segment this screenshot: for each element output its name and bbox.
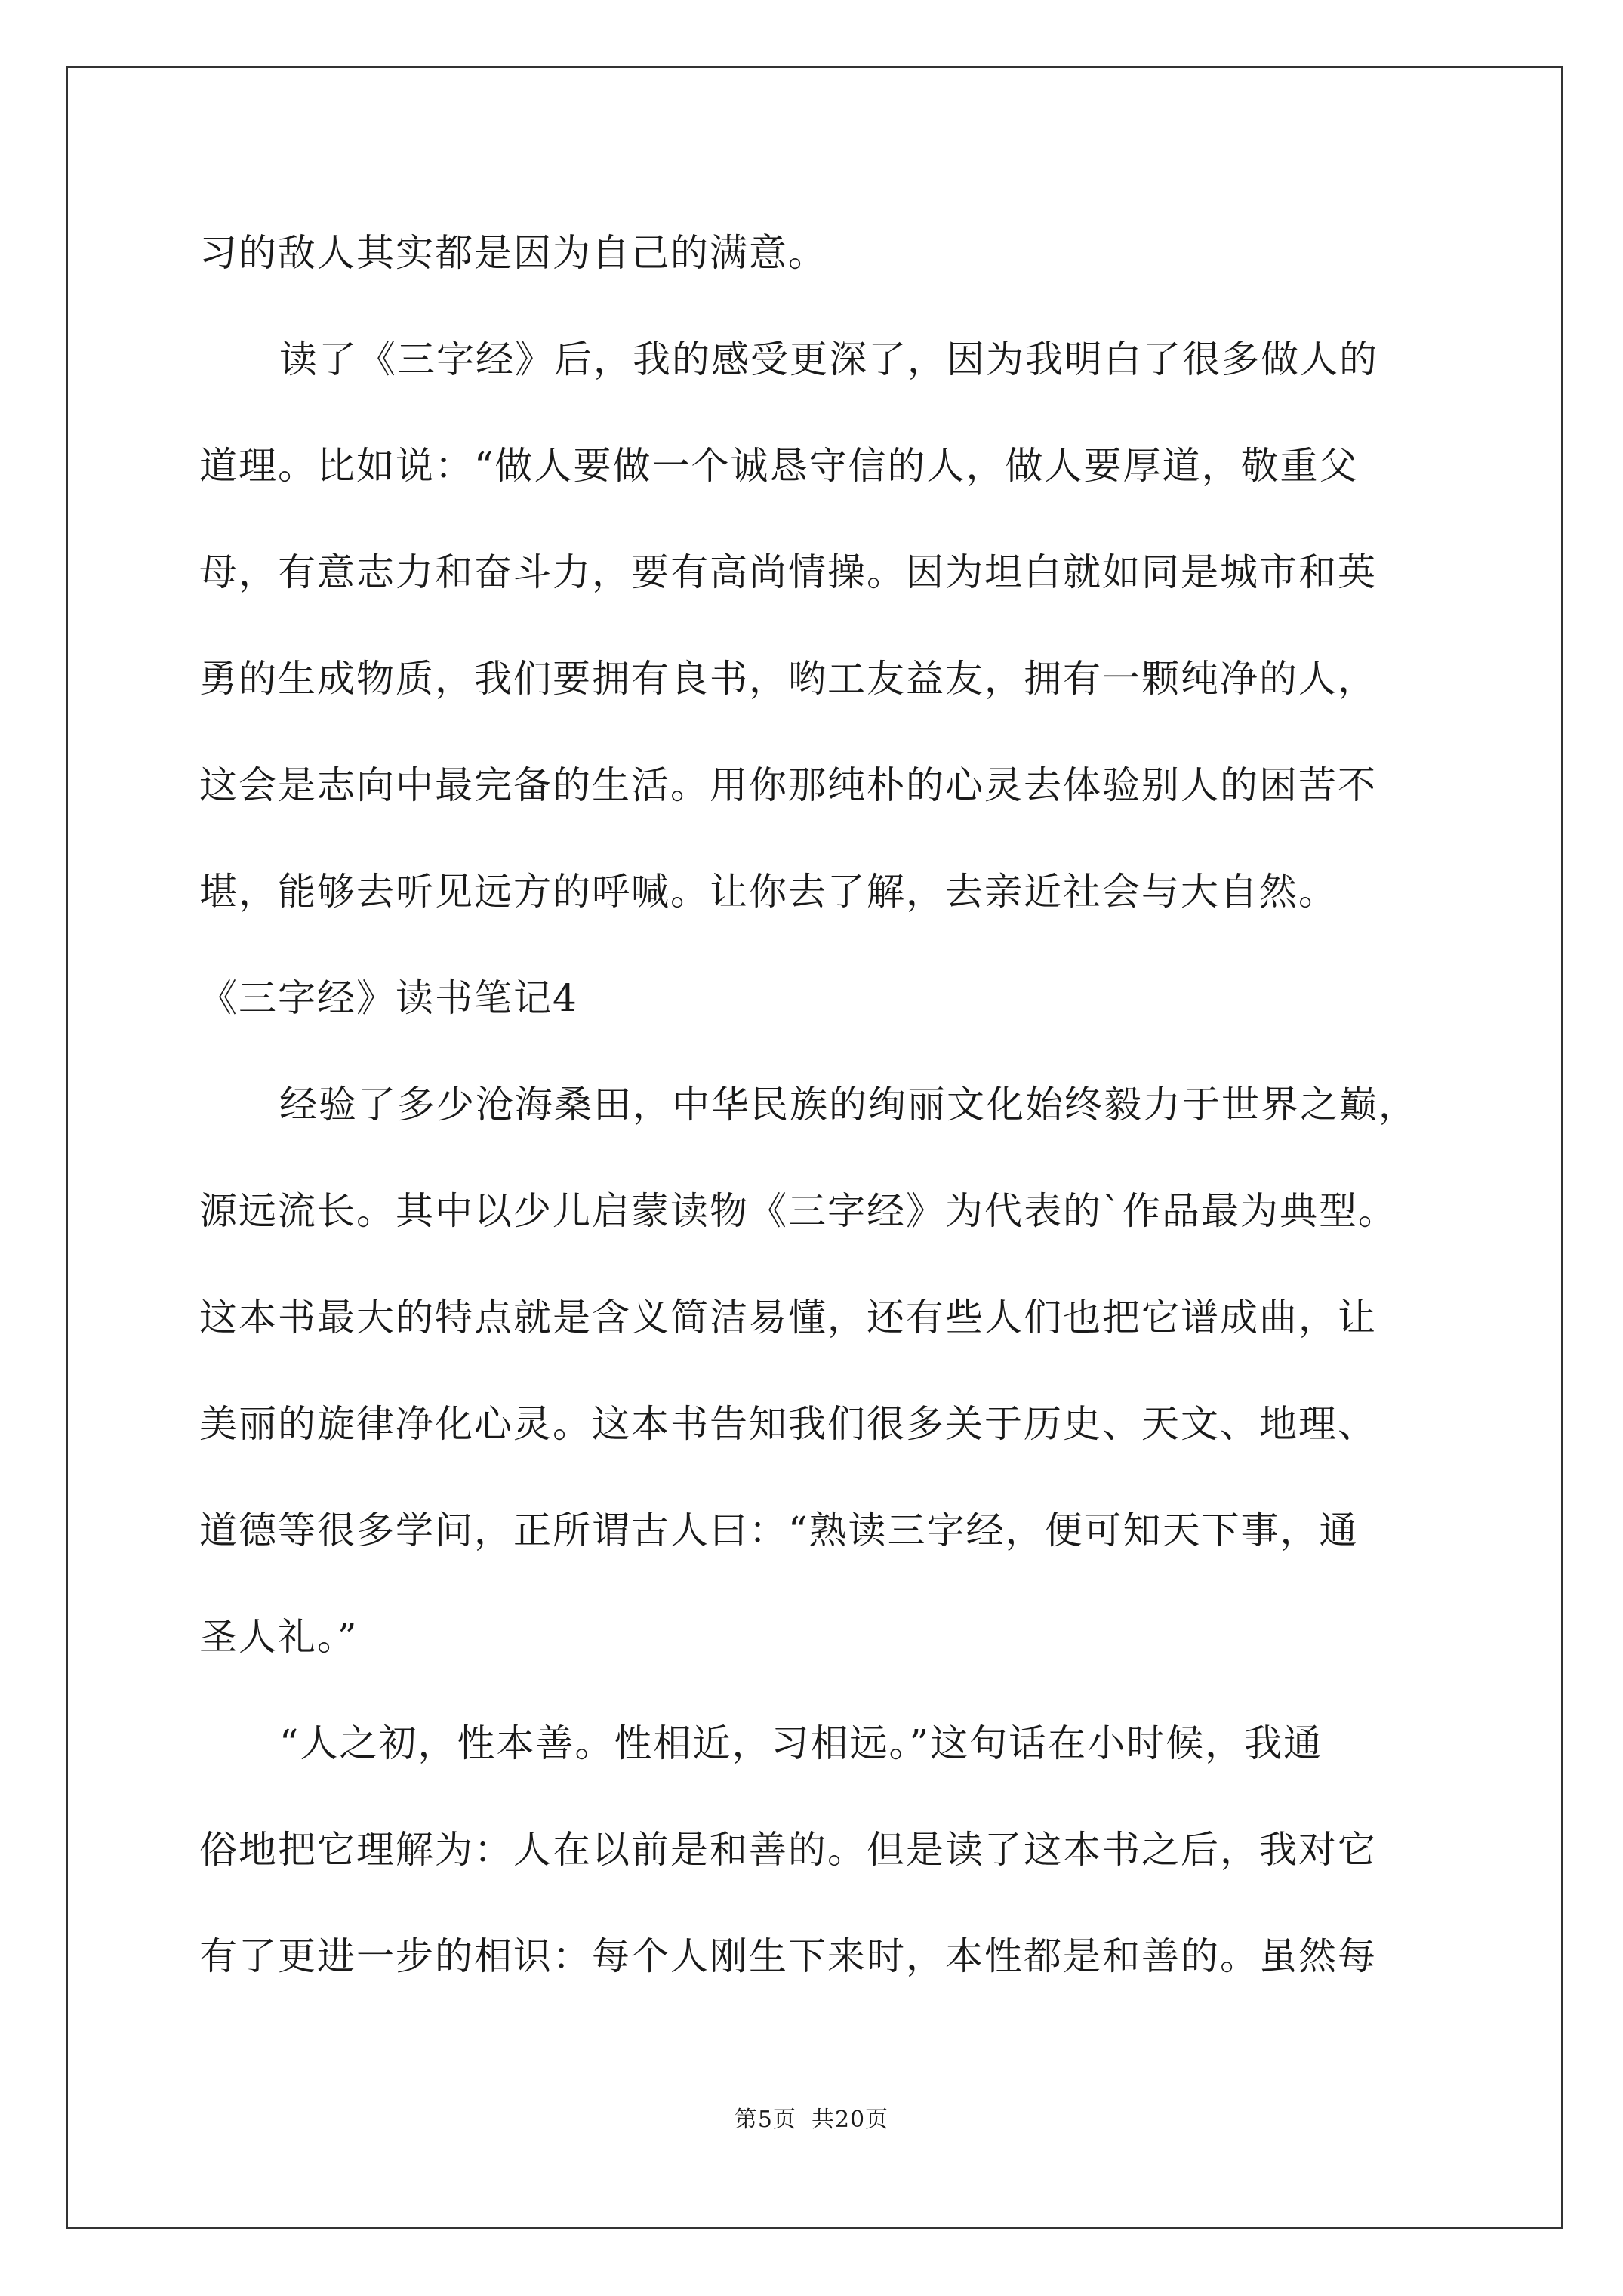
body-line: 习的敌人其实都是因为自己的满意。 — [199, 231, 827, 275]
body-line: 母，有意志力和奋斗力，要有高尚情操。因为坦白就如同是城市和英 — [199, 550, 1377, 594]
paragraph-start-line: 读了《三字经》后，我的感受更深了，因为我明白了很多做人的 — [279, 337, 1378, 381]
page-number: 第5页 — [734, 2106, 796, 2133]
body-line: 圣人礼。” — [199, 1615, 359, 1659]
paragraph-start-line: 经验了多少沧海桑田，中华民族的绚丽文化始终毅力于世界之巅， — [279, 1083, 1418, 1126]
body-line: 源远流长。其中以少儿启蒙读物《三字经》为代表的`作品最为典型。 — [199, 1189, 1397, 1233]
body-line: 这会是志向中最完备的生活。用你那纯朴的心灵去体验别人的困苦不 — [199, 763, 1377, 807]
body-line: 俗地把它理解为：人在以前是和善的。但是读了这本书之后，我对它 — [199, 1828, 1377, 1872]
page-total: 共20页 — [811, 2106, 889, 2133]
body-line: 堪，能够去听见远方的呼喊。让你去了解，去亲近社会与大自然。 — [199, 870, 1338, 914]
section-heading: 《三字经》读书笔记4 — [199, 976, 578, 1020]
page-footer — [0, 2105, 1623, 2135]
paragraph-start-line: “人之初，性本善。性相近，习相远。”这句话在小时候，我通 — [279, 1721, 1323, 1765]
body-line: 道理。比如说：“做人要做一个诚恳守信的人，做人要厚道，敬重父 — [199, 444, 1359, 488]
page-border — [66, 66, 1563, 2229]
body-line: 有了更进一步的相识：每个人刚生下来时，本性都是和善的。虽然每 — [199, 1934, 1377, 1978]
body-line: 美丽的旋律净化心灵。这本书告知我们很多关于历史、天文、地理、 — [199, 1402, 1377, 1446]
body-line: 这本书最大的特点就是含义简洁易懂，还有些人们也把它谱成曲，让 — [199, 1296, 1377, 1339]
body-line: 勇的生成物质，我们要拥有良书，哟工友益友，拥有一颗纯净的人， — [199, 657, 1377, 701]
body-line: 道德等很多学问，正所谓古人曰：“熟读三字经，便可知天下事，通 — [199, 1509, 1359, 1552]
